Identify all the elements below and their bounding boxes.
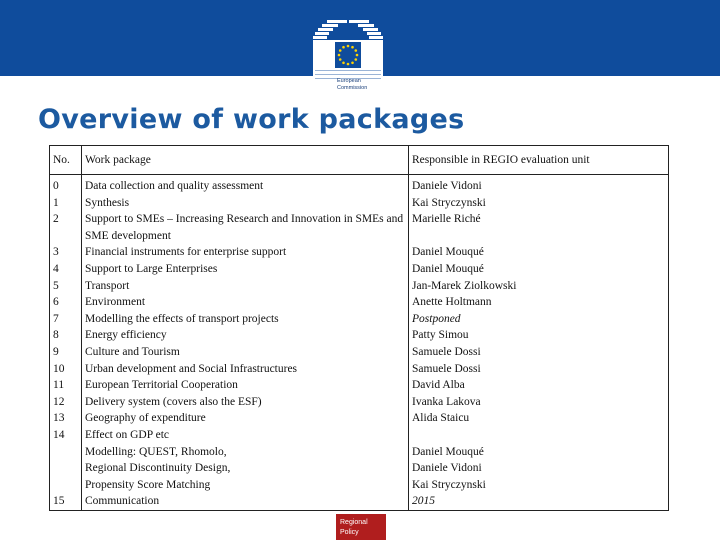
table-row bbox=[50, 344, 669, 361]
footer-line2: Policy bbox=[340, 529, 359, 536]
table-row bbox=[50, 211, 669, 244]
cell-responsible: Daniel Mouqué bbox=[409, 244, 669, 261]
cell-work-package: Data collection and quality assessment bbox=[82, 178, 409, 195]
cell-responsible: Anette Holtmann bbox=[409, 294, 669, 311]
cell-no: 1 bbox=[50, 195, 82, 212]
cell-no: 8 bbox=[50, 327, 82, 344]
cell-responsible: Postponed bbox=[409, 311, 669, 328]
table-row bbox=[50, 410, 669, 427]
cell-no: 10 bbox=[50, 361, 82, 378]
cell-line: Modelling: QUEST, Rhomolo, bbox=[85, 445, 227, 458]
work-packages-table bbox=[49, 145, 669, 511]
cell-responsible: Ivanka Lakova bbox=[409, 394, 669, 411]
cell-work-package: Transport bbox=[82, 278, 409, 295]
cell-responsible bbox=[409, 427, 669, 493]
table-row bbox=[50, 311, 669, 328]
cell-work-package: Financial instruments for enterprise support bbox=[82, 244, 409, 261]
cell-no: 0 bbox=[50, 178, 82, 195]
table-row bbox=[50, 178, 669, 195]
column-header-no: No. bbox=[50, 146, 82, 175]
footer-line1: Regional bbox=[340, 519, 368, 526]
table-row bbox=[50, 427, 669, 493]
table-row bbox=[50, 195, 669, 212]
cell-responsible: Daniele Vidoni bbox=[409, 178, 669, 195]
cell-work-package: Urban development and Social Infrastructures bbox=[82, 361, 409, 378]
cell-work-package: Delivery system (covers also the ESF) bbox=[82, 394, 409, 411]
cell-work-package: Culture and Tourism bbox=[82, 344, 409, 361]
cell-work-package: European Territorial Cooperation bbox=[82, 377, 409, 394]
cell-work-package: Support to Large Enterprises bbox=[82, 261, 409, 278]
cell-responsible: Samuele Dossi bbox=[409, 344, 669, 361]
cell-no: 9 bbox=[50, 344, 82, 361]
cell-work-package: Support to SMEs – Increasing Research and Innovation in SMEs and SME development bbox=[82, 211, 409, 244]
cell-work-package: Communication bbox=[82, 493, 409, 510]
cell-responsible: Marielle Riché bbox=[409, 211, 669, 244]
cell-work-package: Modelling the effects of transport projects bbox=[82, 311, 409, 328]
cell-line: Daniele Vidoni bbox=[412, 462, 482, 475]
table-row bbox=[50, 278, 669, 295]
cell-work-package bbox=[82, 427, 409, 493]
table-row bbox=[50, 394, 669, 411]
logo-text-line1: European bbox=[337, 78, 361, 84]
cell-line: Daniel Mouqué bbox=[412, 445, 484, 458]
cell-responsible: Patty Simou bbox=[409, 327, 669, 344]
regional-policy-tag bbox=[336, 514, 386, 540]
cell-responsible: David Alba bbox=[409, 377, 669, 394]
cell-responsible: Daniel Mouqué bbox=[409, 261, 669, 278]
cell-no: 3 bbox=[50, 244, 82, 261]
column-header-responsible: Responsible in REGIO evaluation unit bbox=[409, 146, 669, 175]
table-row bbox=[50, 493, 669, 510]
cell-responsible: Alida Staicu bbox=[409, 410, 669, 427]
cell-responsible: 2015 bbox=[409, 493, 669, 510]
cell-no: 7 bbox=[50, 311, 82, 328]
cell-no: 4 bbox=[50, 261, 82, 278]
cell-no: 14 bbox=[50, 427, 82, 493]
table-row bbox=[50, 377, 669, 394]
logo-text-line2: Commission bbox=[337, 84, 368, 91]
logo-text bbox=[337, 78, 367, 91]
cell-no: 2 bbox=[50, 211, 82, 244]
cell-work-package: Environment bbox=[82, 294, 409, 311]
cell-responsible: Samuele Dossi bbox=[409, 361, 669, 378]
cell-no: 5 bbox=[50, 278, 82, 295]
cell-no: 11 bbox=[50, 377, 82, 394]
cell-no: 12 bbox=[50, 394, 82, 411]
table-row bbox=[50, 261, 669, 278]
table-header-row bbox=[50, 146, 669, 175]
cell-no: 6 bbox=[50, 294, 82, 311]
cell-line: Regional Discontinuity Design, bbox=[85, 462, 231, 475]
table-row bbox=[50, 244, 669, 261]
cell-responsible: Jan-Marek Ziolkowski bbox=[409, 278, 669, 295]
cell-line: Effect on GDP etc bbox=[85, 428, 169, 441]
cell-no: 13 bbox=[50, 410, 82, 427]
table-row bbox=[50, 294, 669, 311]
table-row bbox=[50, 327, 669, 344]
cell-line: Propensity Score Matching bbox=[85, 478, 211, 491]
cell-work-package: Synthesis bbox=[82, 195, 409, 212]
cell-line bbox=[412, 427, 665, 444]
cell-work-package: Energy efficiency bbox=[82, 327, 409, 344]
cell-responsible: Kai Stryczynski bbox=[409, 195, 669, 212]
cell-no: 15 bbox=[50, 493, 82, 510]
page-title: Overview of work packages bbox=[38, 104, 465, 135]
cell-work-package: Geography of expenditure bbox=[82, 410, 409, 427]
column-header-work-package: Work package bbox=[82, 146, 409, 175]
table-row bbox=[50, 361, 669, 378]
cell-line: Kai Stryczynski bbox=[412, 478, 486, 491]
